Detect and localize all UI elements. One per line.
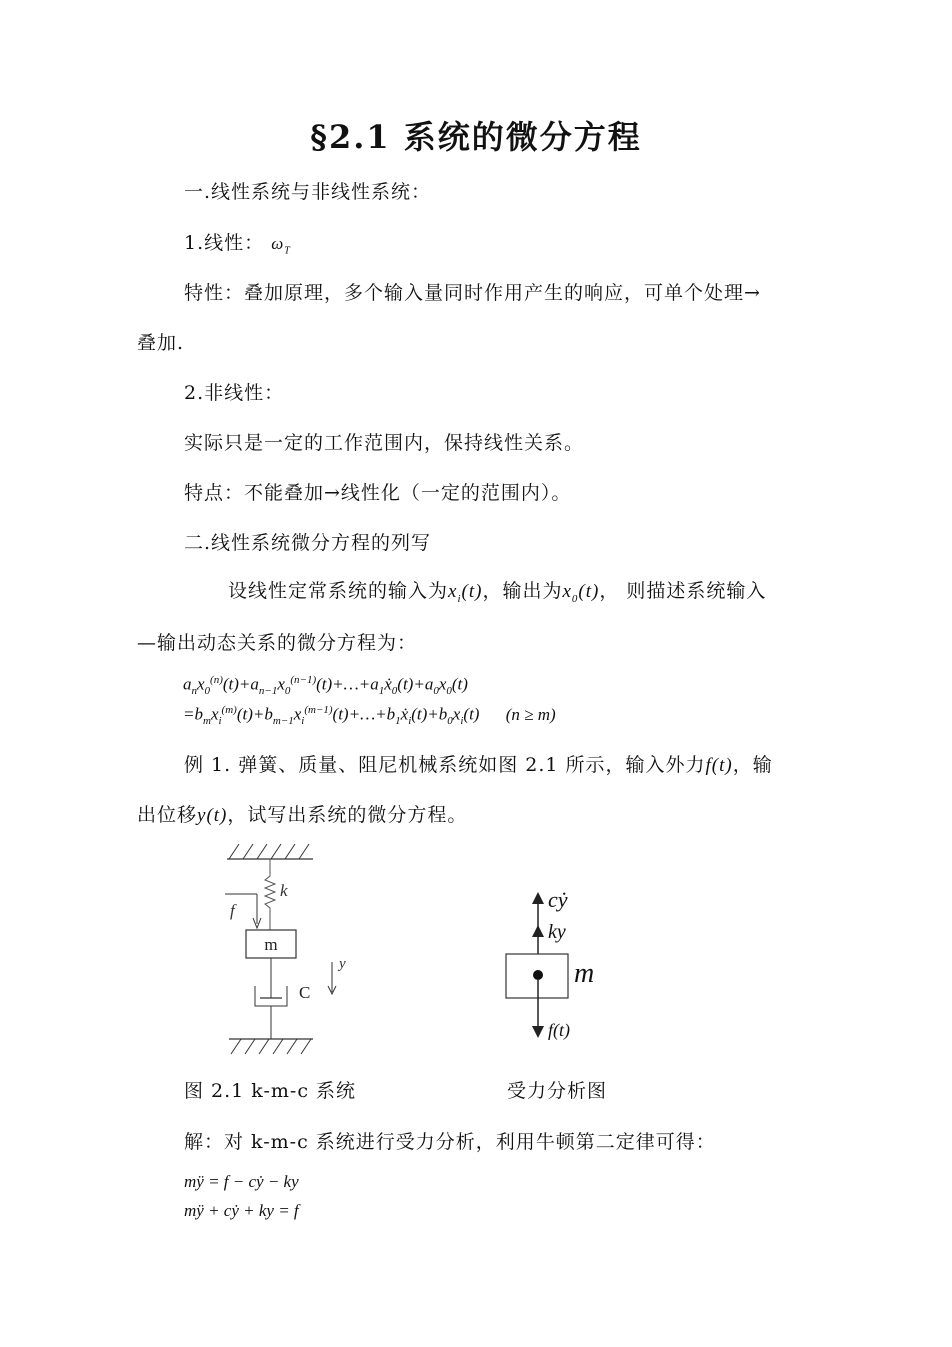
item2-text: 实际只是一定的工作范围内，保持线性关系。 (184, 432, 585, 454)
section2-desc-line1: 设线性定常系统的输入为$x_i(t)$，输出为$x_0(t)$， 则描述系统输入 (228, 580, 767, 605)
f-arrowhead (532, 1026, 544, 1038)
property-line1: 特性：叠加原理，多个输入量同时作用产生的响应，可单个处理→ (184, 282, 761, 304)
kmc-system-diagram (215, 838, 355, 1063)
top-ground-hatch (229, 844, 309, 859)
item2-feature: 特点：不能叠加→线性化（一定的范围内）。 (184, 482, 572, 504)
example-line2: 出位移y(t)，试写出系统的微分方程。 (137, 804, 468, 826)
solution-text: 解：对 k-m-c 系统进行受力分析，利用牛顿第二定律可得： (184, 1131, 716, 1153)
figure-left-caption: 图 2.1 k-m-c 系统 (184, 1080, 357, 1102)
damper-label: C (299, 983, 311, 1002)
bottom-ground-hatch (231, 1039, 311, 1054)
external-force-label: f(t) (548, 1020, 570, 1040)
displacement-label: y (339, 956, 346, 972)
eq-condition: (n ≥ m) (505, 704, 556, 724)
section2-heading: 二.线性系统微分方程的列写 (184, 532, 432, 554)
omega-symbol: $\omega_T$ (271, 234, 291, 257)
force-analysis-diagram (498, 880, 618, 1050)
ky-arrowhead (532, 925, 544, 937)
mass-label: m (264, 935, 278, 954)
figure-right-caption: 受力分析图 (507, 1080, 608, 1102)
item2-label: 2.非线性： (184, 382, 285, 404)
damping-force-label: cẏ (548, 887, 568, 912)
solution-eq1: mÿ = f − cẏ − ky (184, 1172, 299, 1191)
property-line2: 叠加. (137, 332, 185, 354)
section2-desc-line2: —输出动态关系的微分方程为： (137, 632, 418, 654)
cy-arrowhead (532, 892, 544, 904)
item1-line (184, 228, 291, 256)
mass-label: m (574, 958, 595, 989)
output-var: $x_0(t)$ (562, 581, 600, 605)
spring-label: k (280, 881, 288, 900)
diff-equation-line2: $=b_mx_i^{(m)}(t)+b_{m-1}x_i^{(m-1)}(t)+\dots+b_1ẋ_i(t)+b_0x_i(t) (n \ge m)$ (183, 704, 556, 728)
spring (265, 859, 275, 930)
item1-label: 1.线性： (184, 232, 265, 254)
input-var: $x_i(t)$ (448, 581, 483, 605)
section1-heading: 一.线性系统与非线性系统： (184, 181, 432, 203)
mass-center-dot (533, 970, 543, 980)
spring-force-label: ky (548, 921, 566, 943)
force-label: f (230, 901, 235, 920)
page-title: §2.1 系统的微分方程 (310, 118, 642, 156)
example-line1: 例 1. 弹簧、质量、阻尼机械系统如图 2.1 所示，输入外力f(t)，输 (184, 754, 773, 776)
diff-equation-line1: $a_nx_0^{(n)}(t)+a_{n-1}x_0^{(n-1)}(t)+\dots+a_1ẋ_0(t)+a_0x_0(t)$ (183, 674, 468, 698)
solution-eq2: mÿ + cẏ + ky = f (184, 1201, 299, 1220)
